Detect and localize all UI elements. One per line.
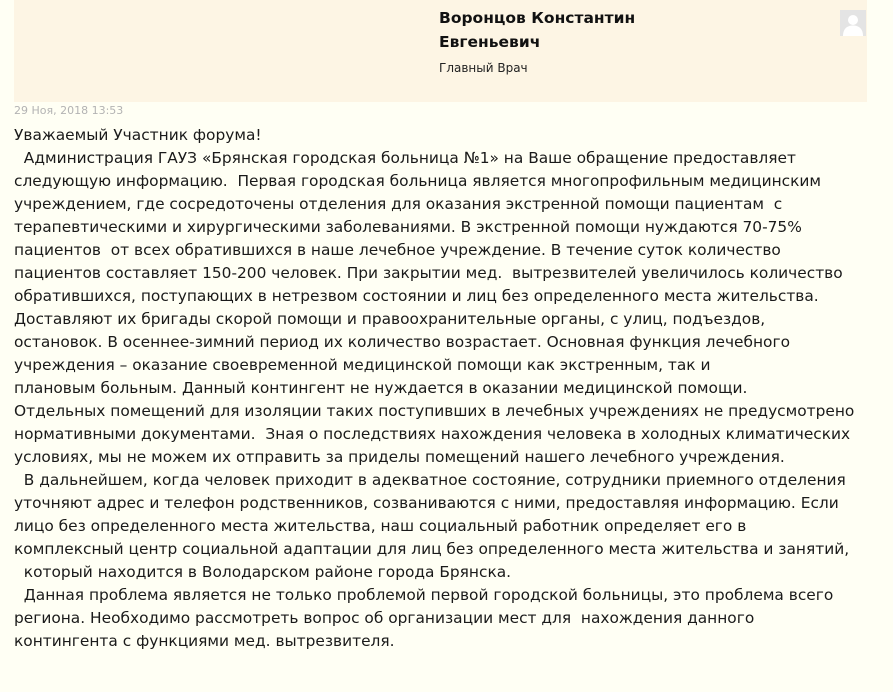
message-line: учреждением, где сосредоточены отделения для оказания экстренной помощи пациентам с	[14, 195, 783, 213]
user-silhouette-icon[interactable]	[840, 10, 866, 36]
message-line: плановым больным. Данный контингент не нуждается в оказании медицинской помощи.	[14, 379, 748, 397]
message-line: нормативными документами. Зная о последствиях нахождения человека в холодных климатических	[14, 425, 851, 443]
author-card	[14, 0, 867, 102]
message-line: обратившихся, поступающих в нетрезвом состоянии и лиц без определенного места жительства.	[14, 287, 819, 305]
message-line: условиях, мы не можем их отправить за приделы помещений нашего лечебного учреждения.	[14, 448, 785, 466]
author-role: Главный Врач	[439, 61, 528, 75]
message-line: следующую информацию. Первая городская больница является многопрофильным медицинским	[14, 172, 822, 190]
message-line: пациентов от всех обратившихся в наше лечебное учреждение. В течение суток количество	[14, 241, 781, 259]
message-line: Доставляют их бригады скорой помощи и правоохранительные органы, с улиц, подъездов,	[14, 310, 766, 328]
author-name[interactable]	[439, 6, 769, 54]
message-line: который находится в Володарском районе города Брянска.	[14, 563, 512, 581]
author-name-line1[interactable]: Воронцов Константин	[439, 9, 636, 27]
message-line: уточняют адрес и телефон родственников, созваниваются с ними, предоставляя информацию. Если	[14, 494, 839, 512]
message-line: остановок. В осеннее-зимний период их количество возрастает. Основная функция лечебного	[14, 333, 790, 351]
post-message	[14, 124, 890, 653]
message-line: учреждения – оказание своевременной медицинской помощи как экстренным, так и	[14, 356, 711, 374]
message-line: Уважаемый Участник форума!	[14, 126, 262, 144]
message-line: В дальнейшем, когда человек приходит в адекватное состояние, сотрудники приемного отделения	[14, 471, 846, 489]
message-line: пациентов составляет 150-200 человек. При закрытии мед. вытрезвителей увеличилось количество	[14, 264, 843, 282]
message-line: региона. Необходимо рассмотреть вопрос об организации мест для нахождения данного	[14, 609, 755, 627]
post-timestamp: 29 Ноя, 2018 13:53	[14, 104, 124, 117]
message-line: контингента с функциями мед. вытрезвителя.	[14, 632, 395, 650]
author-name-line2[interactable]: Евгеньевич	[439, 33, 541, 51]
message-line: лицо без определенного места жительства, наш социальный работник определяет его в	[14, 517, 747, 535]
message-line: комплексный центр социальной адаптации для лиц без определенного места жительства и занятий,	[14, 540, 850, 558]
message-line: Данная проблема является не только проблемой первой городской больницы, это проблема всего	[14, 586, 834, 604]
message-line: терапевтическими и хирургическими заболеваниями. В экстренной помощи нуждаются 70-75%	[14, 218, 802, 236]
message-line: Отдельных помещений для изоляции таких поступивших в лечебных учреждениях не предусмотрено	[14, 402, 855, 420]
message-line: Администрация ГАУЗ «Брянская городская больница №1» на Ваше обращение предоставляет	[14, 149, 796, 167]
